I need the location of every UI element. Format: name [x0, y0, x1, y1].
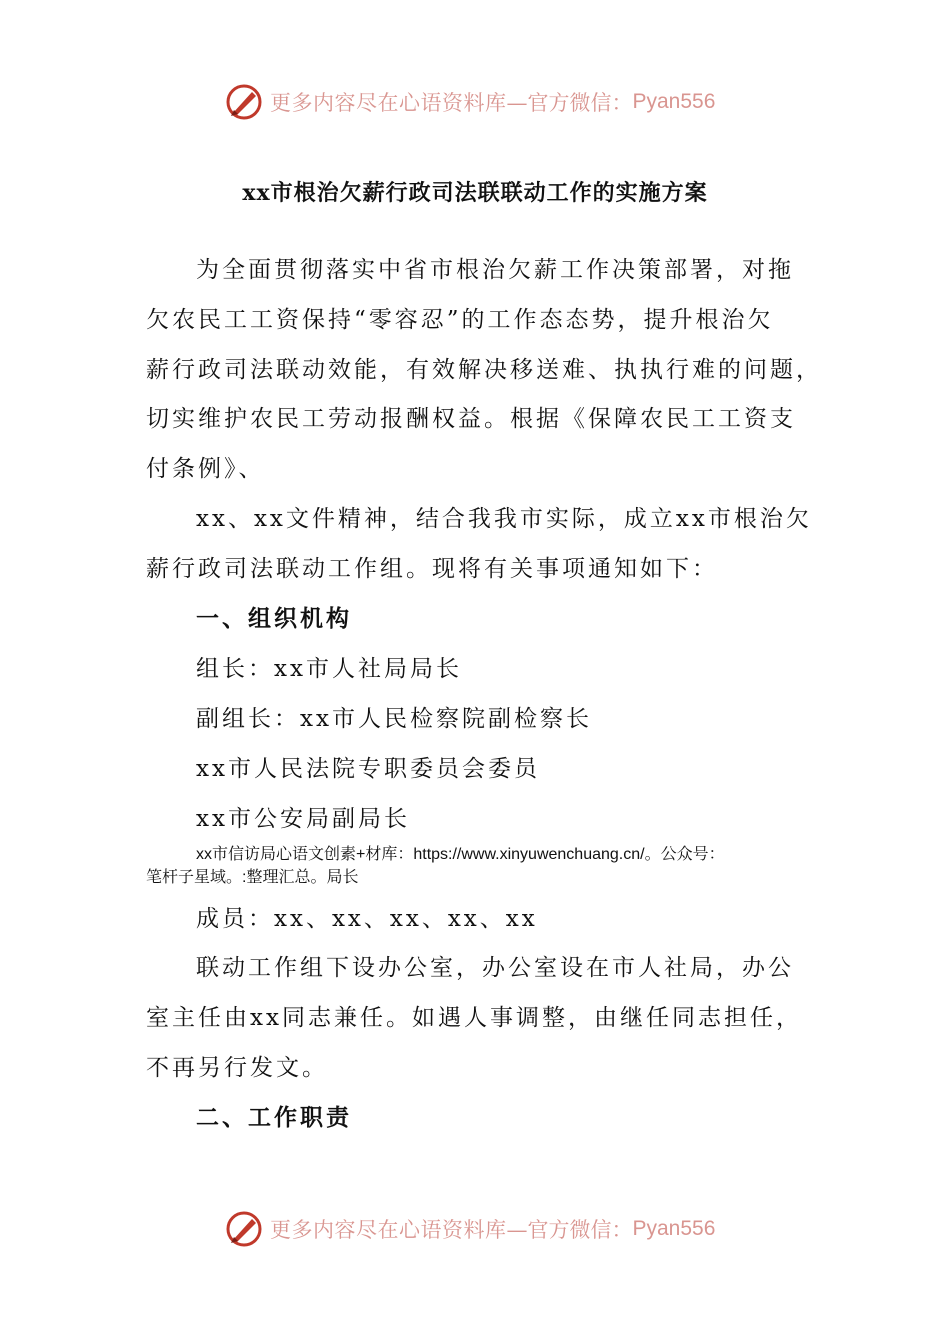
- paragraph-3-line-1: 联动工作组下设办公室，办公室设在市人社局，办公: [196, 955, 794, 981]
- paragraph-1-line-2: 欠农民工工资保持“零容忍”的工作态态势，提升根治欠: [146, 307, 774, 333]
- court-member-line: xx市人民法院专职委员会委员: [196, 756, 540, 782]
- section-heading-1: 一、组织机构: [196, 605, 352, 632]
- document-title: xx市根治欠薪行政司法联联动工作的实施方案: [242, 180, 708, 206]
- pen-logo-icon: [224, 1209, 264, 1249]
- paragraph-1-line-3: 薪行政司法联动效能，有效解决移送难、执执行难的问题，: [146, 357, 822, 383]
- section-heading-2: 二、工作职责: [196, 1104, 352, 1131]
- banner-wechat-id: Pyan556: [632, 90, 716, 113]
- leader-line: 组长：xx市人社局局长: [196, 656, 462, 682]
- banner-text: 更多内容尽在心语资料库: [270, 91, 507, 115]
- banner-separator: —官方微信：: [506, 91, 633, 115]
- members-line: 成员：xx、xx、xx、xx、xx: [196, 906, 538, 932]
- banner-wechat-id: Pyan556: [632, 1217, 716, 1240]
- banner-text: 更多内容尽在心语资料库: [270, 1218, 507, 1242]
- deputy-leader-line: 副组长：xx市人民检察院副检察长: [196, 706, 592, 732]
- paragraph-2-line-2: 薪行政司法联动工作组。现将有关事项通知如下：: [146, 556, 718, 582]
- paragraph-1-line-1: 为全面贯彻落实中省市根治欠薪工作决策部署，对拖: [196, 257, 794, 283]
- pen-logo-icon: [224, 82, 264, 122]
- header-watermark-banner: [224, 80, 724, 124]
- paragraph-3-line-2: 室主任由xx同志兼任。如遇人事调整，由继任同志担任，: [146, 1005, 802, 1031]
- banner-separator: —官方微信：: [506, 1218, 633, 1242]
- police-member-line: xx市公安局副局长: [196, 806, 410, 832]
- petition-note-line-1: xx市信访局心语文创素+材库：https://www.xinyuwenchuang.cn/。公众号：: [196, 846, 725, 863]
- footer-watermark-banner: [224, 1207, 724, 1251]
- paragraph-1-line-5: 付条例》、: [146, 456, 265, 482]
- paragraph-3-line-3: 不再另行发文。: [146, 1055, 328, 1081]
- petition-bureau-note: [146, 843, 826, 889]
- paragraph-1-line-4: 切实维护农民工劳动报酬权益。根据《保障农民工工资支: [146, 406, 796, 432]
- paragraph-2-line-1: xx、xx文件精神，结合我我市实际，成立xx市根治欠: [196, 506, 812, 532]
- petition-note-line-2: 笔杆子星域。:整理汇总。局长: [146, 869, 359, 886]
